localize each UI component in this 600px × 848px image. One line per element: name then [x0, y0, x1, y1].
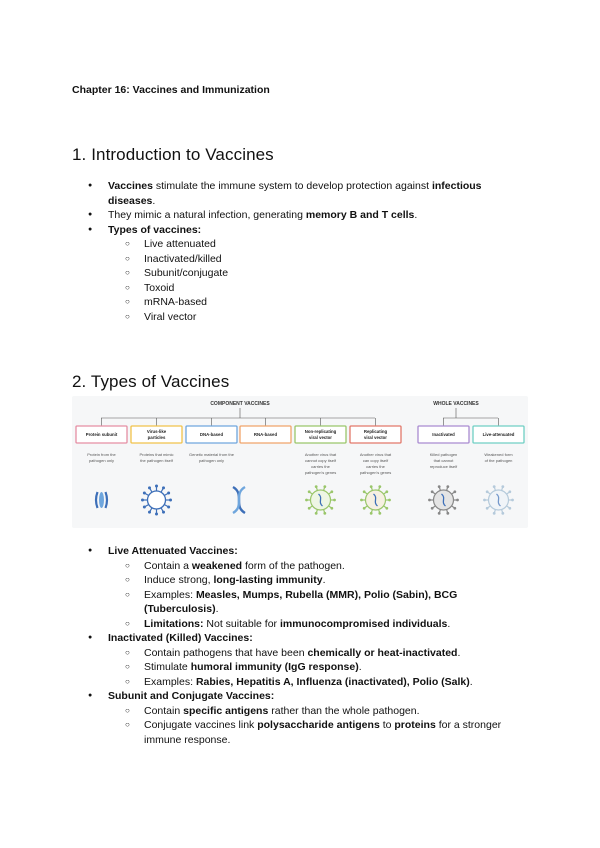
sub-list-item: ○ Conjugate vaccines link polysaccharide antigens to proteins for a stronger immune response.: [72, 718, 512, 747]
vaccine-type-label: Inactivated: [432, 432, 455, 437]
live-attenuated-virus-icon: [483, 485, 514, 514]
sub-list-item: ○ Induce strong, long-lasting immunity.: [72, 573, 512, 588]
vaccine-type-description: Killed pathogen: [429, 452, 458, 457]
virus-like-particle-icon: [141, 485, 172, 516]
vaccine-type-description: Another virus that: [304, 452, 337, 457]
vaccine-type-description: that cannot: [433, 458, 454, 463]
subunit-sublist: [72, 704, 512, 748]
sub-list-item: ○ Examples: Measles, Mumps, Rubella (MMR), Polio (Sabin), BCG (Tuberculosis).: [72, 588, 512, 617]
section-heading-types: 2. Types of Vaccines: [72, 372, 230, 391]
vaccine-type-description: of the pathogen: [484, 458, 513, 463]
list-item: ● Types of vaccines: ○ Live attenuated ○ Inactivated/killed ○ Subunit/conjugate ○ Toxoid ○ mRNA-based ○ Viral vector: [72, 223, 512, 325]
list-item-subunit-conjugate: ● Subunit and Conjugate Vaccines: ○ Contain specific antigens rather than the whole pathogen. ○ Conjugate vaccines link polysaccharide antigens to proteins for a stronger immune response.: [72, 689, 512, 747]
vaccine-types-sublist: [72, 237, 512, 324]
vaccine-types-figure: [72, 396, 528, 528]
vaccine-type-description: pathogen only: [198, 458, 225, 463]
non-replicating-vector-icon: [305, 485, 336, 514]
sub-list-item: ○ Inactivated/killed: [72, 252, 512, 267]
sub-list-item: ○ Examples: Rabies, Hepatitis A, Influenza (inactivated), Polio (Salk).: [72, 675, 512, 690]
vaccine-types-diagram: [72, 396, 528, 528]
vaccine-type-description: reproduce itself: [429, 464, 458, 469]
vaccine-type-label: particles: [147, 435, 166, 440]
component-vaccines-title: COMPONENT VACCINES: [210, 401, 270, 407]
sub-list-item: ○ Stimulate humoral immunity (IgG response).: [72, 660, 512, 675]
vaccine-type-label: Protein subunit: [85, 432, 118, 437]
vaccine-type-icons: [96, 485, 514, 516]
sub-list-item: ○ Contain pathogens that have been chemically or heat-inactivated.: [72, 646, 512, 661]
list-item-live-attenuated: ● Live Attenuated Vaccines: ○ Contain a weakened form of the pathogen. ○ Induce strong, long-lasting immunity. ○ Examples: Measles, Mumps, Rubella (MMR), Polio (Sabin), BCG (Tuberculosis). ○ Limitations: Not suitable for immunocompromised individuals.: [72, 544, 512, 631]
vaccine-type-description: Proteins that mimic: [139, 452, 174, 457]
vaccine-type-description: the pathogen itself: [140, 458, 173, 463]
vaccine-type-label: Virus-like: [146, 429, 167, 434]
vaccine-type-label: Live-attenuated: [482, 432, 515, 437]
vaccine-type-label: DNA-based: [199, 432, 224, 437]
grouping-brackets: [101, 408, 499, 426]
sub-list-item: ○ Subunit/conjugate: [72, 266, 512, 281]
vaccine-type-label: RNA-based: [253, 432, 278, 437]
whole-bracket: [443, 408, 498, 418]
protein-subunit-icon: [96, 492, 107, 508]
sub-list-item: ○ Contain specific antigens rather than the whole pathogen.: [72, 704, 512, 719]
vaccine-type-description: Another virus that: [359, 452, 392, 457]
sub-list-item: ○ Limitations: Not suitable for immunocompromised individuals.: [72, 617, 512, 632]
vaccine-type-label: viral vector: [309, 435, 332, 440]
vaccine-type-description: cannot copy itself: [305, 458, 336, 463]
vaccine-type-description: pathogen's genes: [359, 470, 392, 475]
list-item: ● Vaccines stimulate the immune system to develop protection against infectious diseases.: [72, 179, 512, 208]
sub-list-item: ○ Toxoid: [72, 281, 512, 296]
live-attenuated-sublist: [72, 559, 512, 632]
sub-list-item: ○ mRNA-based: [72, 295, 512, 310]
whole-vaccines-title: WHOLE VACCINES: [433, 401, 479, 407]
section-heading-introduction: 1. Introduction to Vaccines: [72, 145, 274, 164]
intro-bullet-list: [72, 179, 512, 324]
list-item-inactivated: ● Inactivated (Killed) Vaccines: ○ Contain pathogens that have been chemically or heat-inactivated. ○ Stimulate humoral immunity (IgG response). ○ Examples: Rabies, Hepatitis A, Influenza (inactivated), Polio (Salk).: [72, 631, 512, 689]
dna-helix-icon: [233, 487, 245, 513]
vaccine-type-boxes: [76, 426, 524, 475]
vaccine-type-description: can copy itself: [362, 458, 389, 463]
component-bracket: [101, 408, 375, 418]
vaccine-type-description: pathogen only: [88, 458, 115, 463]
vaccine-type-description: Weakened form: [484, 452, 513, 457]
types-bullet-list: [72, 544, 512, 747]
sub-list-item: ○ Live attenuated: [72, 237, 512, 252]
list-item: ● They mimic a natural infection, generating memory B and T cells.: [72, 208, 512, 223]
vaccine-type-description: carries the: [366, 464, 385, 469]
vaccine-type-label: viral vector: [364, 435, 387, 440]
vaccine-type-description: pathogen's genes: [304, 470, 337, 475]
sub-list-item: ○ Viral vector: [72, 310, 512, 325]
sub-list-item: ○ Contain a weakened form of the pathogen.: [72, 559, 512, 574]
chapter-title: Chapter 16: Vaccines and Immunization: [72, 84, 270, 96]
vaccine-type-label: Replicating: [363, 429, 388, 434]
vaccine-type-description: carries the: [311, 464, 330, 469]
vaccine-type-description: Protein from the: [87, 452, 116, 457]
inactivated-sublist: [72, 646, 512, 690]
vaccine-type-description: Genetic material from the: [189, 452, 234, 457]
inactivated-virus-icon: [428, 485, 459, 514]
replicating-vector-icon: [360, 485, 391, 514]
vaccine-type-label: Non-replicating: [304, 429, 337, 434]
